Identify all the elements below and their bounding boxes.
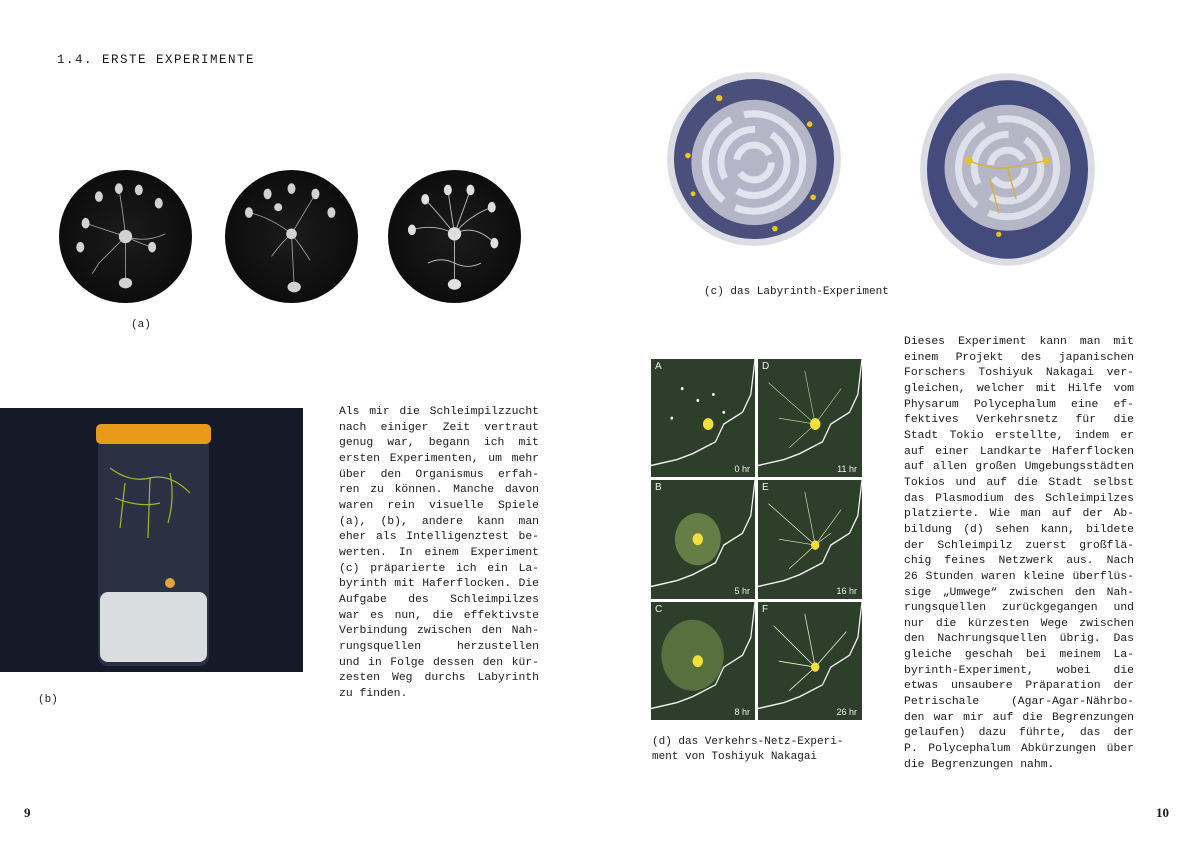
network-panel — [651, 602, 755, 720]
labyrinth-dish-image-1 — [667, 72, 841, 246]
figure-d-caption: (d) das Verkehrs-Netz-Experi- ment von Toshiyuk Nakagai — [652, 736, 844, 763]
network-panel — [758, 480, 862, 598]
petri-dish-image-2 — [225, 170, 358, 303]
figure-b-caption: (b) — [38, 694, 58, 706]
tokyo-network-figure — [651, 359, 862, 720]
panel-time: 5 hr — [734, 585, 750, 596]
petri-dish-image-1 — [59, 170, 192, 303]
panel-letter: F — [762, 603, 769, 615]
panel-time: 11 hr — [837, 464, 857, 475]
panel-letter: D — [762, 361, 770, 372]
panel-time: 8 hr — [734, 707, 750, 717]
figure-a-caption: (a) — [131, 319, 151, 331]
panel-time: 0 hr — [734, 464, 750, 475]
network-panel — [651, 480, 755, 598]
slime-mold-jar-photo — [0, 408, 303, 672]
petri-dish-image-3 — [388, 170, 521, 303]
page-number-right: 10 — [1156, 805, 1169, 820]
section-heading: 1.4. ERSTE EXPERIMENTE — [57, 53, 256, 67]
panel-letter: E — [762, 482, 769, 494]
network-panel — [758, 359, 862, 477]
left-body-text: Als mir die Schleimpilzzucht nach einiger Zeit vertraut genug war, begann ich mit ersten Experimenten, um mehr über den Organismus erfah- ren zu können. Manche davon waren rein visuelle Spiele (a), (b), andere kann man eher als Intelligenztest be- werten. In einem Experiment (c) präparierte ich ein La- byrinth mit Haferflocken. Die Aufgabe des Schleimpilzes war es nun, die effektivste Verbindung zwischen den Nah- rungsquellen herzustellen und in Folge dessen den kür- zesten Weg durchs Labyrinth zu finden. — [339, 406, 539, 700]
panel-letter: C — [655, 603, 663, 615]
panel-letter: A — [655, 361, 662, 372]
panel-letter: B — [655, 482, 662, 494]
network-panel — [651, 359, 755, 477]
panel-time: 16 hr — [836, 585, 857, 596]
panel-time: 26 hr — [836, 707, 857, 717]
network-panel — [758, 602, 862, 720]
page-number-left: 9 — [24, 805, 31, 820]
labyrinth-dish-image-2 — [920, 72, 1095, 267]
figure-c-caption: (c) das Labyrinth-Experiment — [704, 286, 889, 298]
right-body-text: Dieses Experiment kann man mit einem Projekt des japanischen Forschers Toshiyuk Nakagai ver- gleichen, welcher mit Hilfe vom Physarum Polycephalum eine ef- fektives Verkehrsnetz für die Stadt Tokio erstellte, indem er auf einer Landkarte Haferflocken auf allen großen Umgebungsstädten Tokios und auf die Stadt selbst das Plasmodium des Schleimpilzes platzierte. Wie man auf der Ab- bildung (d) sehen kann, bildete der Schleimpilz zuerst großflä- chig feines Netzwerk aus. Nach 26 Stunden waren kleine überflüs- sige „Umwege“ zwischen den Nah- rungsquellen zurückgegangen und nur die kürzesten Wege zwischen den Nachrungsquellen übrig. Das gleiche geschah bei meinem La- byrinth-Experiment, wobei die etwas unsaubere Präparation der Petrischale (Agar-Agar-Nährbo- den war mir auf die Begrenzungen gelaufen) dazu führte, das der P. Polycephalum Abkürzungen über die Begrenzungen nahm. — [904, 336, 1134, 771]
